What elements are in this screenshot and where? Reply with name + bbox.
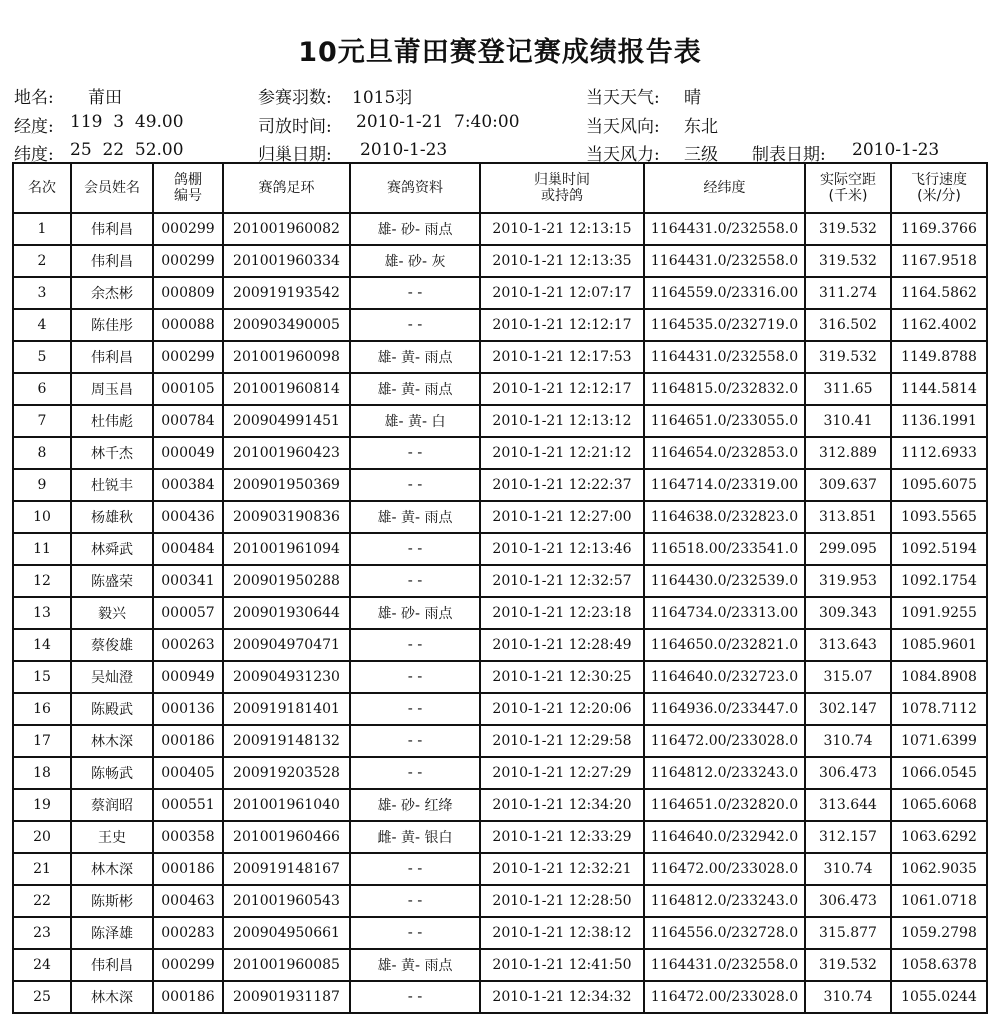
distance-cell: 319.532 bbox=[805, 949, 891, 981]
speed-cell: 1066.0545 bbox=[891, 757, 987, 789]
table-row bbox=[13, 533, 987, 565]
loft-number-cell: 000299 bbox=[153, 213, 223, 245]
ring-number-cell: 200904991451 bbox=[223, 405, 350, 437]
member-name-cell: 林千杰 bbox=[71, 437, 153, 469]
pigeon-info-cell: 雄- 黄- 雨点 bbox=[350, 501, 480, 533]
distance-cell: 306.473 bbox=[805, 885, 891, 917]
member-name-cell: 陈盛荣 bbox=[71, 565, 153, 597]
wind-direction-value: 东北 bbox=[684, 117, 718, 137]
loft-number-cell: 000057 bbox=[153, 597, 223, 629]
pigeon-info-cell: - - bbox=[350, 277, 480, 309]
rank-cell: 21 bbox=[13, 853, 71, 885]
coordinates-cell: 116518.00/233541.0 bbox=[644, 533, 805, 565]
loft-number-cell: 000949 bbox=[153, 661, 223, 693]
rank-cell: 12 bbox=[13, 565, 71, 597]
distance-cell: 313.643 bbox=[805, 629, 891, 661]
return-time-cell: 2010-1-21 12:34:32 bbox=[480, 981, 644, 1013]
rank-cell: 7 bbox=[13, 405, 71, 437]
table-row bbox=[13, 853, 987, 885]
table-row bbox=[13, 597, 987, 629]
rank-cell: 18 bbox=[13, 757, 71, 789]
speed-cell: 1092.1754 bbox=[891, 565, 987, 597]
table-row bbox=[13, 341, 987, 373]
return-time-cell: 2010-1-21 12:13:46 bbox=[480, 533, 644, 565]
return-time-cell: 2010-1-21 12:29:58 bbox=[480, 725, 644, 757]
pigeon-info-cell: 雄- 砂- 雨点 bbox=[350, 597, 480, 629]
speed-cell: 1164.5862 bbox=[891, 277, 987, 309]
header-loft-number: 鸽棚 编号 bbox=[153, 163, 223, 213]
table-row bbox=[13, 565, 987, 597]
loft-number-cell: 000358 bbox=[153, 821, 223, 853]
member-name-cell: 陈殿武 bbox=[71, 693, 153, 725]
ring-number-cell: 201001961040 bbox=[223, 789, 350, 821]
ring-number-cell: 200919148167 bbox=[223, 853, 350, 885]
return-time-cell: 2010-1-21 12:28:50 bbox=[480, 885, 644, 917]
rank-cell: 25 bbox=[13, 981, 71, 1013]
distance-cell: 310.74 bbox=[805, 853, 891, 885]
pigeon-info-cell: - - bbox=[350, 661, 480, 693]
coordinates-cell: 1164430.0/232539.0 bbox=[644, 565, 805, 597]
longitude-label: 经度: bbox=[14, 117, 54, 137]
ring-number-cell: 201001961094 bbox=[223, 533, 350, 565]
release-time-value: 2010-1-21 7:40:00 bbox=[356, 112, 520, 132]
member-name-cell: 杜锐丰 bbox=[71, 469, 153, 501]
return-time-cell: 2010-1-21 12:12:17 bbox=[480, 309, 644, 341]
member-name-cell: 王史 bbox=[71, 821, 153, 853]
rank-cell: 17 bbox=[13, 725, 71, 757]
coordinates-cell: 1164640.0/232723.0 bbox=[644, 661, 805, 693]
return-time-cell: 2010-1-21 12:13:35 bbox=[480, 245, 644, 277]
rank-cell: 1 bbox=[13, 213, 71, 245]
distance-cell: 313.851 bbox=[805, 501, 891, 533]
coordinates-cell: 1164812.0/233243.0 bbox=[644, 757, 805, 789]
speed-cell: 1061.0718 bbox=[891, 885, 987, 917]
coordinates-cell: 1164651.0/233055.0 bbox=[644, 405, 805, 437]
distance-cell: 319.953 bbox=[805, 565, 891, 597]
coordinates-cell: 1164431.0/232558.0 bbox=[644, 949, 805, 981]
member-name-cell: 陈斯彬 bbox=[71, 885, 153, 917]
rank-cell: 3 bbox=[13, 277, 71, 309]
member-name-cell: 杨雄秋 bbox=[71, 501, 153, 533]
return-time-cell: 2010-1-21 12:17:53 bbox=[480, 341, 644, 373]
pigeon-info-cell: 雄- 黄- 雨点 bbox=[350, 341, 480, 373]
table-row bbox=[13, 949, 987, 981]
member-name-cell: 陈泽雄 bbox=[71, 917, 153, 949]
pigeon-info-cell: - - bbox=[350, 917, 480, 949]
loft-number-cell: 000551 bbox=[153, 789, 223, 821]
return-time-cell: 2010-1-21 12:32:21 bbox=[480, 853, 644, 885]
member-name-cell: 伟利昌 bbox=[71, 213, 153, 245]
coordinates-cell: 116472.00/233028.0 bbox=[644, 853, 805, 885]
made-date-label: 制表日期: bbox=[752, 145, 826, 165]
member-name-cell: 陈畅武 bbox=[71, 757, 153, 789]
return-time-cell: 2010-1-21 12:28:49 bbox=[480, 629, 644, 661]
header-ring-number: 赛鸽足环 bbox=[223, 163, 350, 213]
distance-cell: 302.147 bbox=[805, 693, 891, 725]
distance-cell: 313.644 bbox=[805, 789, 891, 821]
pigeon-info-cell: 雌- 黄- 银白 bbox=[350, 821, 480, 853]
loft-number-cell: 000283 bbox=[153, 917, 223, 949]
report-title: 10元旦莆田赛登记赛成绩报告表 bbox=[298, 37, 702, 68]
pigeon-info-cell: - - bbox=[350, 565, 480, 597]
table-row bbox=[13, 245, 987, 277]
loft-number-cell: 000299 bbox=[153, 245, 223, 277]
ring-number-cell: 200901930644 bbox=[223, 597, 350, 629]
rank-cell: 2 bbox=[13, 245, 71, 277]
ring-number-cell: 200904950661 bbox=[223, 917, 350, 949]
speed-cell: 1084.8908 bbox=[891, 661, 987, 693]
loft-number-cell: 000484 bbox=[153, 533, 223, 565]
header-member-name: 会员姓名 bbox=[71, 163, 153, 213]
table-row bbox=[13, 469, 987, 501]
return-time-cell: 2010-1-21 12:34:20 bbox=[480, 789, 644, 821]
member-name-cell: 吴灿澄 bbox=[71, 661, 153, 693]
ring-number-cell: 200919148132 bbox=[223, 725, 350, 757]
wind-force-value: 三级 bbox=[684, 145, 718, 165]
member-name-cell: 林木深 bbox=[71, 853, 153, 885]
loft-number-cell: 000463 bbox=[153, 885, 223, 917]
weather-label: 当天天气: bbox=[586, 88, 660, 108]
return-time-cell: 2010-1-21 12:33:29 bbox=[480, 821, 644, 853]
distance-cell: 309.343 bbox=[805, 597, 891, 629]
pigeon-info-cell: 雄- 砂- 灰 bbox=[350, 245, 480, 277]
header-speed: 飞行速度 (米/分) bbox=[891, 163, 987, 213]
coordinates-cell: 1164431.0/232558.0 bbox=[644, 213, 805, 245]
table-row bbox=[13, 661, 987, 693]
speed-cell: 1093.5565 bbox=[891, 501, 987, 533]
rank-cell: 6 bbox=[13, 373, 71, 405]
rank-cell: 10 bbox=[13, 501, 71, 533]
entries-label: 参赛羽数: bbox=[258, 88, 332, 108]
rank-cell: 23 bbox=[13, 917, 71, 949]
speed-cell: 1167.9518 bbox=[891, 245, 987, 277]
pigeon-info-cell: 雄- 黄- 白 bbox=[350, 405, 480, 437]
member-name-cell: 林舜武 bbox=[71, 533, 153, 565]
loft-number-cell: 000186 bbox=[153, 725, 223, 757]
coordinates-cell: 1164812.0/233243.0 bbox=[644, 885, 805, 917]
ring-number-cell: 200919203528 bbox=[223, 757, 350, 789]
table-row bbox=[13, 789, 987, 821]
latitude-label: 纬度: bbox=[14, 145, 54, 165]
ring-number-cell: 200903490005 bbox=[223, 309, 350, 341]
loft-number-cell: 000299 bbox=[153, 341, 223, 373]
loft-number-cell: 000186 bbox=[153, 853, 223, 885]
speed-cell: 1092.5194 bbox=[891, 533, 987, 565]
place-label: 地名: bbox=[14, 88, 54, 108]
rank-cell: 4 bbox=[13, 309, 71, 341]
member-name-cell: 林木深 bbox=[71, 725, 153, 757]
rank-cell: 19 bbox=[13, 789, 71, 821]
table-row bbox=[13, 373, 987, 405]
pigeon-info-cell: - - bbox=[350, 469, 480, 501]
loft-number-cell: 000809 bbox=[153, 277, 223, 309]
speed-cell: 1059.2798 bbox=[891, 917, 987, 949]
table-row bbox=[13, 309, 987, 341]
pigeon-info-cell: - - bbox=[350, 533, 480, 565]
distance-cell: 319.532 bbox=[805, 213, 891, 245]
coordinates-cell: 1164556.0/232728.0 bbox=[644, 917, 805, 949]
ring-number-cell: 201001960085 bbox=[223, 949, 350, 981]
return-time-cell: 2010-1-21 12:38:12 bbox=[480, 917, 644, 949]
pigeon-info-cell: - - bbox=[350, 693, 480, 725]
header-rank: 名次 bbox=[13, 163, 71, 213]
table-row bbox=[13, 981, 987, 1013]
pigeon-info-cell: - - bbox=[350, 757, 480, 789]
distance-cell: 299.095 bbox=[805, 533, 891, 565]
speed-cell: 1063.6292 bbox=[891, 821, 987, 853]
return-date-label: 归巢日期: bbox=[258, 145, 332, 165]
ring-number-cell: 201001960543 bbox=[223, 885, 350, 917]
member-name-cell: 周玉昌 bbox=[71, 373, 153, 405]
coordinates-cell: 1164431.0/232558.0 bbox=[644, 245, 805, 277]
ring-number-cell: 201001960098 bbox=[223, 341, 350, 373]
table-row bbox=[13, 917, 987, 949]
loft-number-cell: 000405 bbox=[153, 757, 223, 789]
loft-number-cell: 000263 bbox=[153, 629, 223, 661]
coordinates-cell: 116472.00/233028.0 bbox=[644, 981, 805, 1013]
ring-number-cell: 201001960082 bbox=[223, 213, 350, 245]
table-row bbox=[13, 405, 987, 437]
pigeon-info-cell: - - bbox=[350, 725, 480, 757]
distance-cell: 316.502 bbox=[805, 309, 891, 341]
loft-number-cell: 000186 bbox=[153, 981, 223, 1013]
pigeon-info-cell: - - bbox=[350, 981, 480, 1013]
distance-cell: 311.65 bbox=[805, 373, 891, 405]
return-time-cell: 2010-1-21 12:41:50 bbox=[480, 949, 644, 981]
coordinates-cell: 1164640.0/232942.0 bbox=[644, 821, 805, 853]
loft-number-cell: 000341 bbox=[153, 565, 223, 597]
speed-cell: 1065.6068 bbox=[891, 789, 987, 821]
rank-cell: 24 bbox=[13, 949, 71, 981]
ring-number-cell: 200919181401 bbox=[223, 693, 350, 725]
distance-cell: 315.07 bbox=[805, 661, 891, 693]
speed-cell: 1162.4002 bbox=[891, 309, 987, 341]
rank-cell: 15 bbox=[13, 661, 71, 693]
loft-number-cell: 000784 bbox=[153, 405, 223, 437]
ring-number-cell: 201001960334 bbox=[223, 245, 350, 277]
loft-number-cell: 000299 bbox=[153, 949, 223, 981]
coordinates-cell: 1164651.0/232820.0 bbox=[644, 789, 805, 821]
pigeon-info-cell: - - bbox=[350, 629, 480, 661]
return-time-cell: 2010-1-21 12:32:57 bbox=[480, 565, 644, 597]
longitude-value: 119 3 49.00 bbox=[70, 112, 184, 132]
return-date-value: 2010-1-23 bbox=[360, 140, 448, 160]
pigeon-info-cell: - - bbox=[350, 885, 480, 917]
table-row bbox=[13, 629, 987, 661]
coordinates-cell: 1164714.0/23319.00 bbox=[644, 469, 805, 501]
return-time-cell: 2010-1-21 12:12:17 bbox=[480, 373, 644, 405]
loft-number-cell: 000049 bbox=[153, 437, 223, 469]
coordinates-cell: 1164936.0/233447.0 bbox=[644, 693, 805, 725]
member-name-cell: 蔡润昭 bbox=[71, 789, 153, 821]
distance-cell: 312.157 bbox=[805, 821, 891, 853]
loft-number-cell: 000436 bbox=[153, 501, 223, 533]
return-time-cell: 2010-1-21 12:27:29 bbox=[480, 757, 644, 789]
speed-cell: 1055.0244 bbox=[891, 981, 987, 1013]
table-row bbox=[13, 693, 987, 725]
return-time-cell: 2010-1-21 12:30:25 bbox=[480, 661, 644, 693]
ring-number-cell: 201001960466 bbox=[223, 821, 350, 853]
return-time-cell: 2010-1-21 12:13:15 bbox=[480, 213, 644, 245]
wind-direction-label: 当天风向: bbox=[586, 117, 660, 137]
speed-cell: 1169.3766 bbox=[891, 213, 987, 245]
table-row bbox=[13, 437, 987, 469]
distance-cell: 319.532 bbox=[805, 245, 891, 277]
return-time-cell: 2010-1-21 12:21:12 bbox=[480, 437, 644, 469]
header-return-time: 归巢时间 或持鸽 bbox=[480, 163, 644, 213]
coordinates-cell: 1164815.0/232832.0 bbox=[644, 373, 805, 405]
speed-cell: 1058.6378 bbox=[891, 949, 987, 981]
table-row bbox=[13, 501, 987, 533]
distance-cell: 310.74 bbox=[805, 981, 891, 1013]
header-distance: 实际空距 (千米) bbox=[805, 163, 891, 213]
release-time-label: 司放时间: bbox=[258, 117, 332, 137]
coordinates-cell: 1164559.0/23316.00 bbox=[644, 277, 805, 309]
pigeon-info-cell: - - bbox=[350, 437, 480, 469]
return-time-cell: 2010-1-21 12:27:00 bbox=[480, 501, 644, 533]
return-time-cell: 2010-1-21 12:20:06 bbox=[480, 693, 644, 725]
pigeon-info-cell: 雄- 砂- 红绛 bbox=[350, 789, 480, 821]
member-name-cell: 蔡俊雄 bbox=[71, 629, 153, 661]
header-coordinates: 经纬度 bbox=[644, 163, 805, 213]
speed-cell: 1062.9035 bbox=[891, 853, 987, 885]
distance-cell: 310.74 bbox=[805, 725, 891, 757]
weather-value: 晴 bbox=[684, 88, 701, 108]
rank-cell: 8 bbox=[13, 437, 71, 469]
table-row bbox=[13, 757, 987, 789]
entries-value: 1015羽 bbox=[352, 88, 413, 108]
pigeon-info-cell: 雄- 砂- 雨点 bbox=[350, 213, 480, 245]
member-name-cell: 杜伟彪 bbox=[71, 405, 153, 437]
pigeon-info-cell: - - bbox=[350, 309, 480, 341]
rank-cell: 13 bbox=[13, 597, 71, 629]
results-table bbox=[12, 162, 988, 1014]
table-row bbox=[13, 277, 987, 309]
speed-cell: 1149.8788 bbox=[891, 341, 987, 373]
coordinates-cell: 116472.00/233028.0 bbox=[644, 725, 805, 757]
speed-cell: 1085.9601 bbox=[891, 629, 987, 661]
header-pigeon-info: 赛鸽资料 bbox=[350, 163, 480, 213]
member-name-cell: 毅兴 bbox=[71, 597, 153, 629]
return-time-cell: 2010-1-21 12:07:17 bbox=[480, 277, 644, 309]
ring-number-cell: 200901950369 bbox=[223, 469, 350, 501]
table-header-row bbox=[13, 163, 987, 213]
distance-cell: 310.41 bbox=[805, 405, 891, 437]
distance-cell: 309.637 bbox=[805, 469, 891, 501]
coordinates-cell: 1164431.0/232558.0 bbox=[644, 341, 805, 373]
ring-number-cell: 200901931187 bbox=[223, 981, 350, 1013]
rank-cell: 9 bbox=[13, 469, 71, 501]
speed-cell: 1112.6933 bbox=[891, 437, 987, 469]
pigeon-info-cell: - - bbox=[350, 853, 480, 885]
ring-number-cell: 201001960814 bbox=[223, 373, 350, 405]
rank-cell: 11 bbox=[13, 533, 71, 565]
ring-number-cell: 200919193542 bbox=[223, 277, 350, 309]
distance-cell: 319.532 bbox=[805, 341, 891, 373]
ring-number-cell: 201001960423 bbox=[223, 437, 350, 469]
latitude-value: 25 22 52.00 bbox=[70, 140, 184, 160]
speed-cell: 1136.1991 bbox=[891, 405, 987, 437]
rank-cell: 20 bbox=[13, 821, 71, 853]
distance-cell: 306.473 bbox=[805, 757, 891, 789]
return-time-cell: 2010-1-21 12:23:18 bbox=[480, 597, 644, 629]
table-row bbox=[13, 725, 987, 757]
made-date-value: 2010-1-23 bbox=[852, 140, 940, 160]
pigeon-info-cell: 雄- 黄- 雨点 bbox=[350, 949, 480, 981]
coordinates-cell: 1164638.0/232823.0 bbox=[644, 501, 805, 533]
member-name-cell: 伟利昌 bbox=[71, 245, 153, 277]
place-value: 莆田 bbox=[88, 88, 122, 108]
rank-cell: 16 bbox=[13, 693, 71, 725]
member-name-cell: 伟利昌 bbox=[71, 949, 153, 981]
member-name-cell: 伟利昌 bbox=[71, 341, 153, 373]
ring-number-cell: 200901950288 bbox=[223, 565, 350, 597]
coordinates-cell: 1164734.0/23313.00 bbox=[644, 597, 805, 629]
member-name-cell: 陈佳彤 bbox=[71, 309, 153, 341]
speed-cell: 1091.9255 bbox=[891, 597, 987, 629]
loft-number-cell: 000088 bbox=[153, 309, 223, 341]
rank-cell: 22 bbox=[13, 885, 71, 917]
distance-cell: 312.889 bbox=[805, 437, 891, 469]
speed-cell: 1095.6075 bbox=[891, 469, 987, 501]
member-name-cell: 余杰彬 bbox=[71, 277, 153, 309]
return-time-cell: 2010-1-21 12:22:37 bbox=[480, 469, 644, 501]
member-name-cell: 林木深 bbox=[71, 981, 153, 1013]
table-row bbox=[13, 885, 987, 917]
table-body bbox=[13, 213, 987, 1013]
rank-cell: 5 bbox=[13, 341, 71, 373]
ring-number-cell: 200904970471 bbox=[223, 629, 350, 661]
wind-force-label: 当天风力: bbox=[586, 145, 660, 165]
rank-cell: 14 bbox=[13, 629, 71, 661]
loft-number-cell: 000136 bbox=[153, 693, 223, 725]
coordinates-cell: 1164650.0/232821.0 bbox=[644, 629, 805, 661]
distance-cell: 311.274 bbox=[805, 277, 891, 309]
loft-number-cell: 000105 bbox=[153, 373, 223, 405]
table-row bbox=[13, 821, 987, 853]
ring-number-cell: 200904931230 bbox=[223, 661, 350, 693]
ring-number-cell: 200903190836 bbox=[223, 501, 350, 533]
speed-cell: 1078.7112 bbox=[891, 693, 987, 725]
speed-cell: 1071.6399 bbox=[891, 725, 987, 757]
return-time-cell: 2010-1-21 12:13:12 bbox=[480, 405, 644, 437]
table-row bbox=[13, 213, 987, 245]
distance-cell: 315.877 bbox=[805, 917, 891, 949]
speed-cell: 1144.5814 bbox=[891, 373, 987, 405]
coordinates-cell: 1164535.0/232719.0 bbox=[644, 309, 805, 341]
coordinates-cell: 1164654.0/232853.0 bbox=[644, 437, 805, 469]
pigeon-info-cell: 雄- 黄- 雨点 bbox=[350, 373, 480, 405]
loft-number-cell: 000384 bbox=[153, 469, 223, 501]
